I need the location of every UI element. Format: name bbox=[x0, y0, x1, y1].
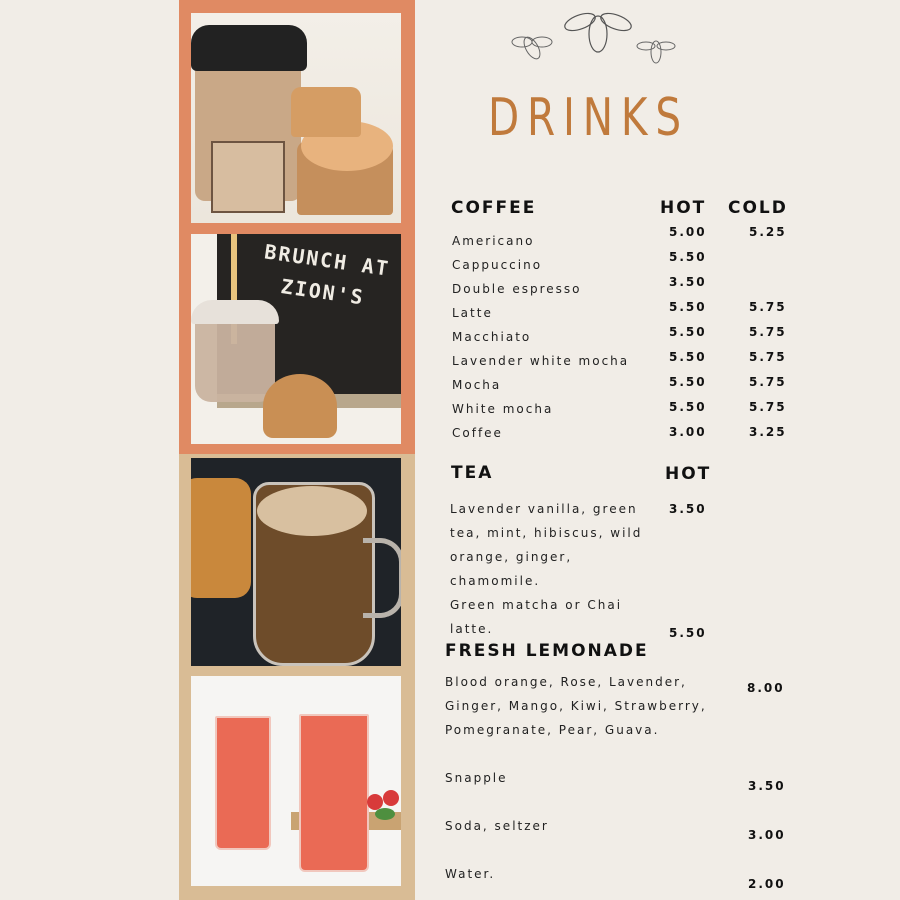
coffee-hot-price: 3.00 bbox=[669, 425, 707, 439]
coffee-heading: COFFEE bbox=[451, 198, 537, 218]
mint-leaf bbox=[375, 808, 395, 820]
coffee-item: White mocha bbox=[452, 402, 554, 416]
coffee-hot-price: 5.50 bbox=[669, 375, 707, 389]
muffin bbox=[263, 374, 337, 438]
coffee-hot-price: 5.50 bbox=[669, 350, 707, 364]
tea-description-line: Green matcha or Chai bbox=[450, 598, 623, 612]
coffee-cold-price: 5.25 bbox=[749, 225, 787, 239]
coffee-cold-price: 5.75 bbox=[749, 400, 787, 414]
tea-description-line: tea, mint, hibiscus, wild bbox=[450, 526, 643, 540]
bee-illustration bbox=[510, 4, 680, 74]
coffee-cold-price: 5.75 bbox=[749, 350, 787, 364]
tea-hot-label: HOT bbox=[665, 464, 712, 484]
page-title: DRINKS bbox=[488, 88, 689, 148]
coffee-hot-price: 5.50 bbox=[669, 250, 707, 264]
coffee-cold-price: 5.75 bbox=[749, 375, 787, 389]
coffee-item: Americano bbox=[452, 234, 535, 248]
coffee-item: Cappuccino bbox=[452, 258, 543, 272]
coffee-cold-price: 5.75 bbox=[749, 325, 787, 339]
iced-lid bbox=[191, 300, 279, 324]
photo-frame-3 bbox=[179, 454, 415, 900]
brunch-bag-photo bbox=[191, 234, 401, 444]
mug-handle bbox=[363, 538, 401, 618]
bee-icon bbox=[563, 10, 634, 52]
photo-frame-1 bbox=[179, 0, 415, 230]
cup-lid bbox=[191, 25, 307, 71]
other-drink-price: 3.00 bbox=[748, 828, 786, 842]
tea-description-line: orange, ginger, bbox=[450, 550, 573, 564]
bee-icon bbox=[637, 41, 675, 63]
other-drink-name: Soda, seltzer bbox=[445, 819, 549, 833]
coffee-item: Coffee bbox=[452, 426, 503, 440]
coffee-item: Latte bbox=[452, 306, 493, 320]
coffee-hot-price: 5.50 bbox=[669, 400, 707, 414]
lemonade-photo bbox=[191, 676, 401, 886]
lemonade-flavor-line: Pomegranate, Pear, Guava. bbox=[445, 723, 660, 737]
coffee-hot-label: HOT bbox=[660, 198, 707, 218]
lemonade-price: 8.00 bbox=[747, 681, 785, 695]
tea-heading: TEA bbox=[451, 463, 494, 483]
tea-description-line: Lavender vanilla, green bbox=[450, 502, 638, 516]
lemonade-glass-2 bbox=[299, 714, 369, 872]
coffee-muffin-photo bbox=[191, 13, 401, 223]
coffee-cup bbox=[195, 51, 301, 201]
tea-description-line: latte. bbox=[450, 622, 494, 636]
coffee-hot-price: 3.50 bbox=[669, 275, 707, 289]
coffee-hot-price: 5.00 bbox=[669, 225, 707, 239]
pastry bbox=[191, 478, 251, 598]
tea-price: 3.50 bbox=[669, 502, 707, 516]
lemonade-heading: FRESH LEMONADE bbox=[445, 641, 649, 661]
latte-foam bbox=[257, 486, 367, 536]
bee-icon bbox=[512, 35, 552, 62]
matcha-chai-price: 5.50 bbox=[669, 626, 707, 640]
other-drink-name: Snapple bbox=[445, 771, 508, 785]
muffin-back bbox=[291, 87, 361, 137]
coffee-item: Lavender white mocha bbox=[452, 354, 630, 368]
other-drink-price: 2.00 bbox=[748, 877, 786, 891]
coffee-hot-price: 5.50 bbox=[669, 325, 707, 339]
latte-photo bbox=[191, 458, 401, 666]
tea-description-line: chamomile. bbox=[450, 574, 541, 588]
coffee-cold-label: COLD bbox=[728, 198, 788, 218]
other-drink-name: Water. bbox=[445, 867, 496, 881]
coffee-hot-price: 5.50 bbox=[669, 300, 707, 314]
coffee-cold-price: 3.25 bbox=[749, 425, 787, 439]
lemonade-flavor-line: Ginger, Mango, Kiwi, Strawberry, bbox=[445, 699, 707, 713]
other-drink-price: 3.50 bbox=[748, 779, 786, 793]
photo-frame-2 bbox=[179, 230, 415, 454]
coffee-item: Mocha bbox=[452, 378, 502, 392]
lemonade-glass-1 bbox=[215, 716, 271, 850]
bag-text: BRUNCH AT ZION'S bbox=[262, 239, 392, 310]
lemonade-flavor-line: Blood orange, Rose, Lavender, bbox=[445, 675, 687, 689]
coffee-item: Macchiato bbox=[452, 330, 532, 344]
coffee-cold-price: 5.75 bbox=[749, 300, 787, 314]
strawberry bbox=[383, 790, 399, 806]
coffee-item: Double espresso bbox=[452, 282, 582, 296]
